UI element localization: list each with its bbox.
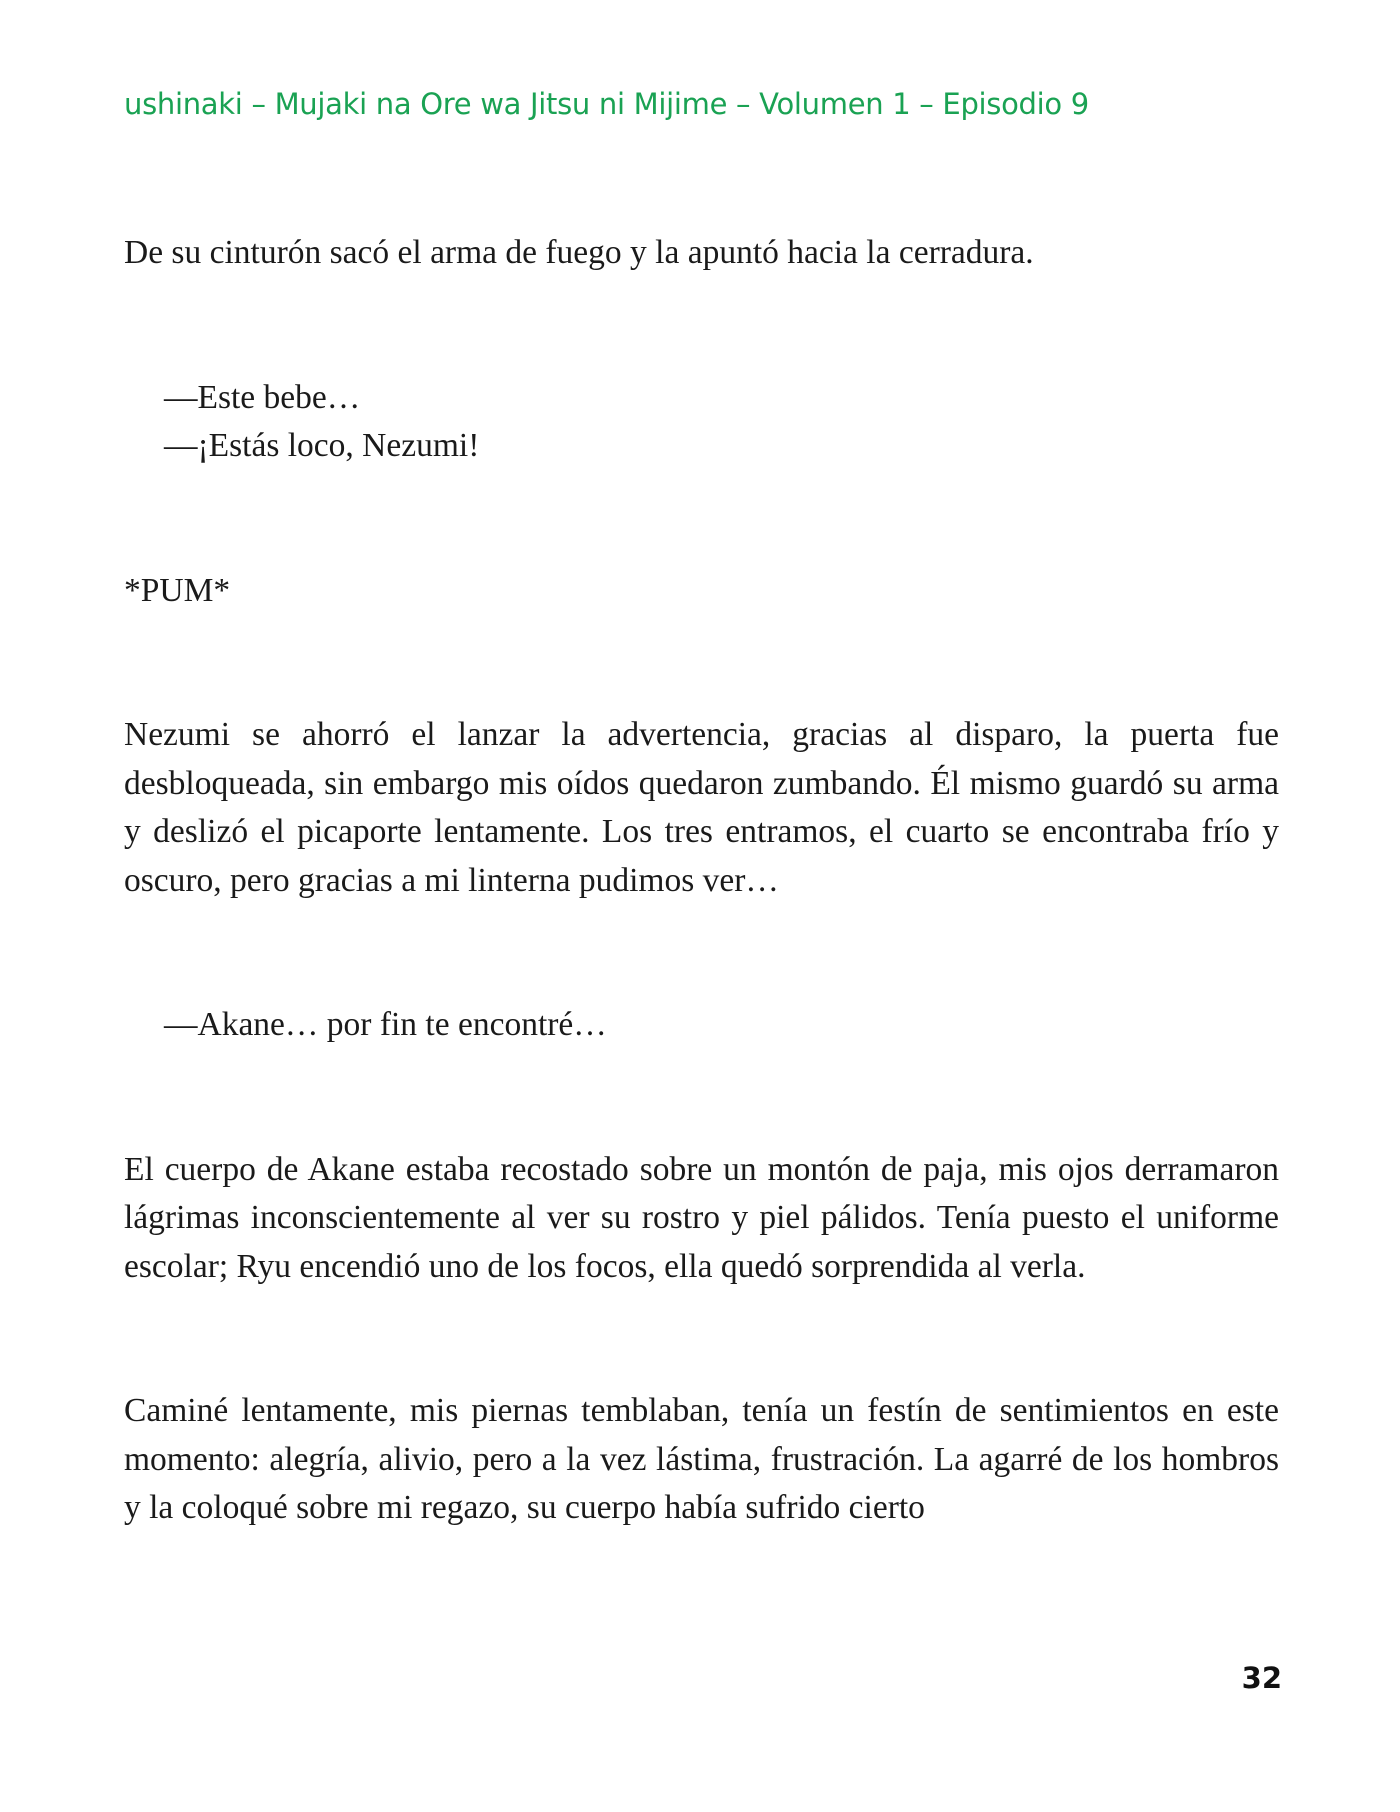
- paragraph-gap: [124, 1050, 1279, 1146]
- page-number: 32: [1241, 1661, 1282, 1695]
- sound-effect: *PUM*: [124, 571, 231, 609]
- paragraph: De su cinturón sacó el arma de fuego y la apuntó hacia la cerradura.: [124, 234, 1034, 271]
- paragraph-gap: [124, 615, 1279, 711]
- dialogue-line: —Este bebe…: [164, 378, 361, 416]
- paragraph-gap: [124, 471, 1279, 567]
- paragraph: Caminé lentamente, mis piernas temblaban, tenía un festín de sentimientos en este momento: alegría, alivio, pero a la vez lástima, frustración. La agarré de los hombros y la coloqué sobre mi regazo, su cuerpo había sufrido cierto: [124, 1392, 1279, 1526]
- paragraph-gap: [124, 278, 1279, 374]
- paragraph: El cuerpo de Akane estaba recostado sobre un montón de paja, mis ojos derramaron lágrimas inconscientemente al ver su rostro y piel pálidos. Tenía puesto el uniforme escolar; Ryu encendió uno de los focos, ella quedó sorprendida al verla.: [124, 1150, 1279, 1285]
- dialogue-line: —¡Estás loco, Nezumi!: [164, 427, 480, 464]
- dialogue-line: —Akane… por fin te encontré…: [164, 1006, 607, 1043]
- paragraph-gap: [124, 1291, 1279, 1387]
- paragraph: Nezumi se ahorró el lanzar la advertencia, gracias al disparo, la puerta fue desbloqueada, sin embargo mis oídos quedaron zumbando. Él mismo guardó su arma y deslizó el picaporte lentamente. Los tres entramos, el cuarto se encontraba frío y oscuro, pero gracias a mi linterna pudimos ver…: [124, 716, 1279, 899]
- body-text: [124, 229, 1279, 1533]
- running-header: ushinaki – Mujaki na Ore wa Jitsu ni Mijime – Volumen 1 – Episodio 9: [124, 87, 1089, 121]
- paragraph-gap: [124, 905, 1279, 1001]
